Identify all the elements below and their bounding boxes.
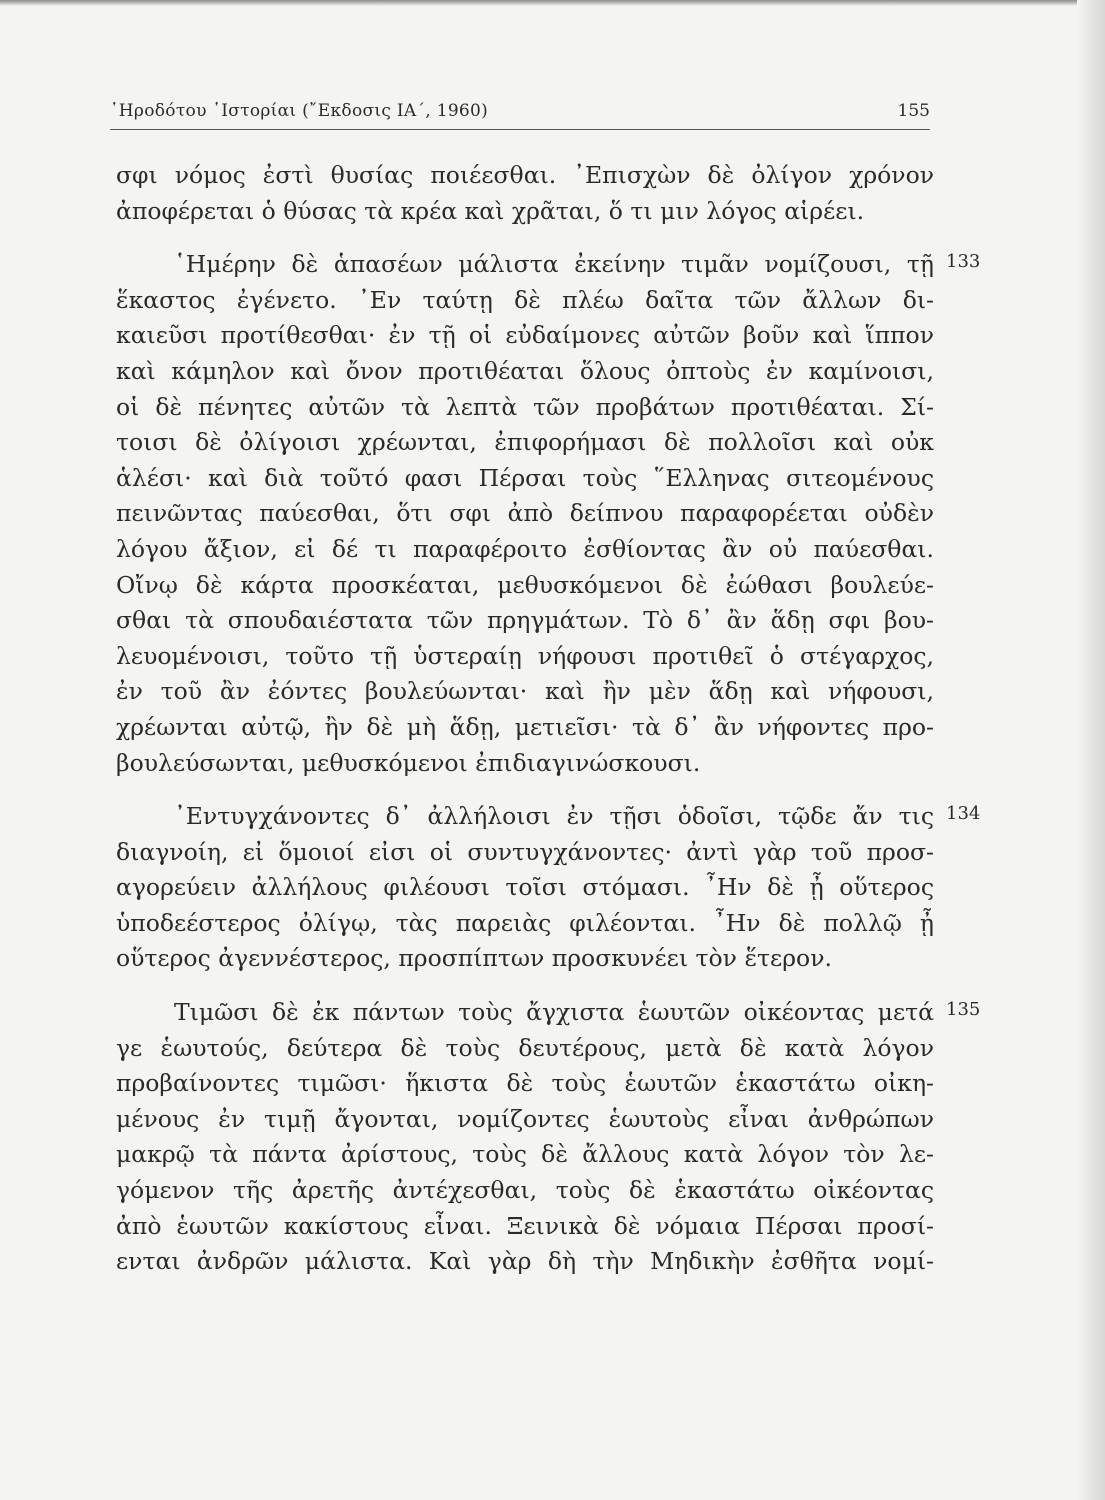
running-title: ῾Ηροδότου ῾Ιστορίαι (῎Εκδοσις ΙΑ΄, 1960) (110, 101, 489, 121)
text-line: σφι νόμος ἐστὶ θυσίας ποιέεσθαι. ᾿Επισχὼν δὲ ὀλίγον χρόνον (116, 161, 934, 189)
text-line: βουλεύσωνται, μεθυσκόμενοι ἐπιδιαγινώσκουσι. (116, 748, 701, 777)
text-line: οἱ δὲ πένητες αὐτῶν τὰ λεπτὰ τῶν προβάτων προτιθέαται. Σί- (116, 392, 934, 421)
paragraph-133 (116, 247, 981, 781)
text-line: γόμενον τῆς ἀρετῆς ἀντέχεσθαι, τοὺς δὲ ἑκαστάτω οἰκέοντας (116, 1176, 934, 1205)
text-line: μένους ἐν τιμῇ ἄγονται, νομίζοντες ἑωυτοὺς εἶναι ἀνθρώπων (116, 1104, 934, 1133)
text-line: λευομένοισι, τοῦτο τῇ ὑστεραίῃ νήφουσι προτιθεῖ ὁ στέγαρχος, (116, 641, 934, 670)
text-line: ᾿Εντυγχάνοντες δ᾽ ἀλλήλοισι ἐν τῇσι ὁδοῖσι, τῷδε ἄν τις (174, 802, 934, 831)
text-line: τοισι δὲ ὀλίγοισι χρέωνται, ἐπιφορήμασι δὲ πολλοῖσι καὶ οὐκ (116, 428, 934, 457)
section-number: 135 (946, 999, 981, 1021)
page-header (110, 95, 930, 130)
body-text (116, 158, 981, 1298)
text-line: αγορεύειν ἀλλήλους φιλέουσι τοῖσι στόμασι. ῏Ην δὲ ᾖ οὕτερος (116, 873, 934, 902)
text-line: μακρῷ τὰ πάντα ἀρίστους, τοὺς δὲ ἄλλους κατὰ λόγον τὸν λε- (116, 1140, 934, 1169)
text-line: ενται ἀνδρῶν μάλιστα. Καὶ γὰρ δὴ τὴν Μηδικὴν ἐσθῆτα νομί- (116, 1247, 934, 1276)
text-line: γε ἑωυτούς, δεύτερα δὲ τοὺς δευτέρους, μετὰ δὲ κατὰ λόγον (116, 1033, 934, 1062)
paragraph-134 (116, 799, 981, 977)
text-line: ἕκαστος ἐγένετο. ᾿Εν ταύτῃ δὲ πλέω δαῖτα τῶν ἄλλων δι- (116, 285, 934, 314)
section-number: 134 (946, 803, 981, 825)
text-line: ὑποδεέστερος ὀλίγῳ, τὰς παρειὰς φιλέονται. ῏Ην δὲ πολλῷ ᾖ (116, 908, 934, 937)
text-line: ἀπὸ ἑωυτῶν κακίστους εἶναι. Ξεινικὰ δὲ νόμαια Πέρσαι προσί- (116, 1211, 934, 1240)
text-line: προβαίνοντες τιμῶσι· ἥκιστα δὲ τοὺς ἑωυτῶν ἑκαστάτω οἰκη- (116, 1069, 934, 1098)
text-line: Τιμῶσι δὲ ἐκ πάντων τοὺς ἄγχιστα ἑωυτῶν οἰκέοντας μετά (174, 998, 934, 1027)
text-line: οὕτερος ἀγεννέστερος, προσπίπτων προσκυνέει τὸν ἕτερον. (116, 944, 832, 973)
text-line: ἁλέσι· καὶ διὰ τοῦτό φασι Πέρσαι τοὺς ῞Ελληνας σιτεομένους (116, 463, 934, 492)
text-line: σθαι τὰ σπουδαιέστατα τῶν πρηγμάτων. Τὸ δ᾽ ἂν ἅδῃ σφι βου- (116, 606, 934, 635)
paragraph-132-cont (116, 158, 934, 229)
text-line: πεινῶντας παύεσθαι, ὅτι σφι ἀπὸ δείπνου παραφορέεται οὐδὲν (116, 499, 934, 528)
page-top-edge (0, 0, 1105, 6)
text-line: ἀποφέρεται ὁ θύσας τὰ κρέα καὶ χρᾶται, ὅ τι μιν λόγος αἱρέει. (116, 196, 865, 225)
text-line: ῾Ημέρην δὲ ἁπασέων μάλιστα ἐκείνην τιμᾶν νομίζουσι, τῇ (174, 250, 934, 279)
text-line: διαγνοίη, εἰ ὅμοιοί εἰσι οἱ συντυγχάνοντες· ἀντὶ γὰρ τοῦ προσ- (116, 837, 934, 866)
page-right-edge (1077, 0, 1105, 1500)
text-line: καὶ κάμηλον καὶ ὄνον προτιθέαται ὅλους ὀπτοὺς ἐν καμίνοισι, (116, 356, 934, 385)
text-line: χρέωνται αὐτῷ, ἢν δὲ μὴ ἅδῃ, μετιεῖσι· τὰ δ᾽ ἂν νήφοντες προ- (116, 712, 934, 741)
text-line: καιεῦσι προτίθεσθαι· ἐν τῇ οἱ εὐδαίμονες αὐτῶν βοῦν καὶ ἵππον (116, 321, 934, 350)
paragraph-135 (116, 995, 981, 1280)
text-line: Οἴνῳ δὲ κάρτα προσκέαται, μεθυσκόμενοι δὲ ἐώθασι βουλεύε- (116, 570, 934, 599)
text-line: ἐν τοῦ ἂν ἐόντες βουλεύωνται· καὶ ἢν μὲν ἅδῃ καὶ νήφουσι, (116, 677, 934, 706)
text-line: λόγου ἄξιον, εἰ δέ τι παραφέροιτο ἐσθίοντας ἂν οὐ παύεσθαι. (116, 534, 934, 563)
section-number: 133 (946, 251, 981, 273)
page-number: 155 (897, 101, 930, 121)
